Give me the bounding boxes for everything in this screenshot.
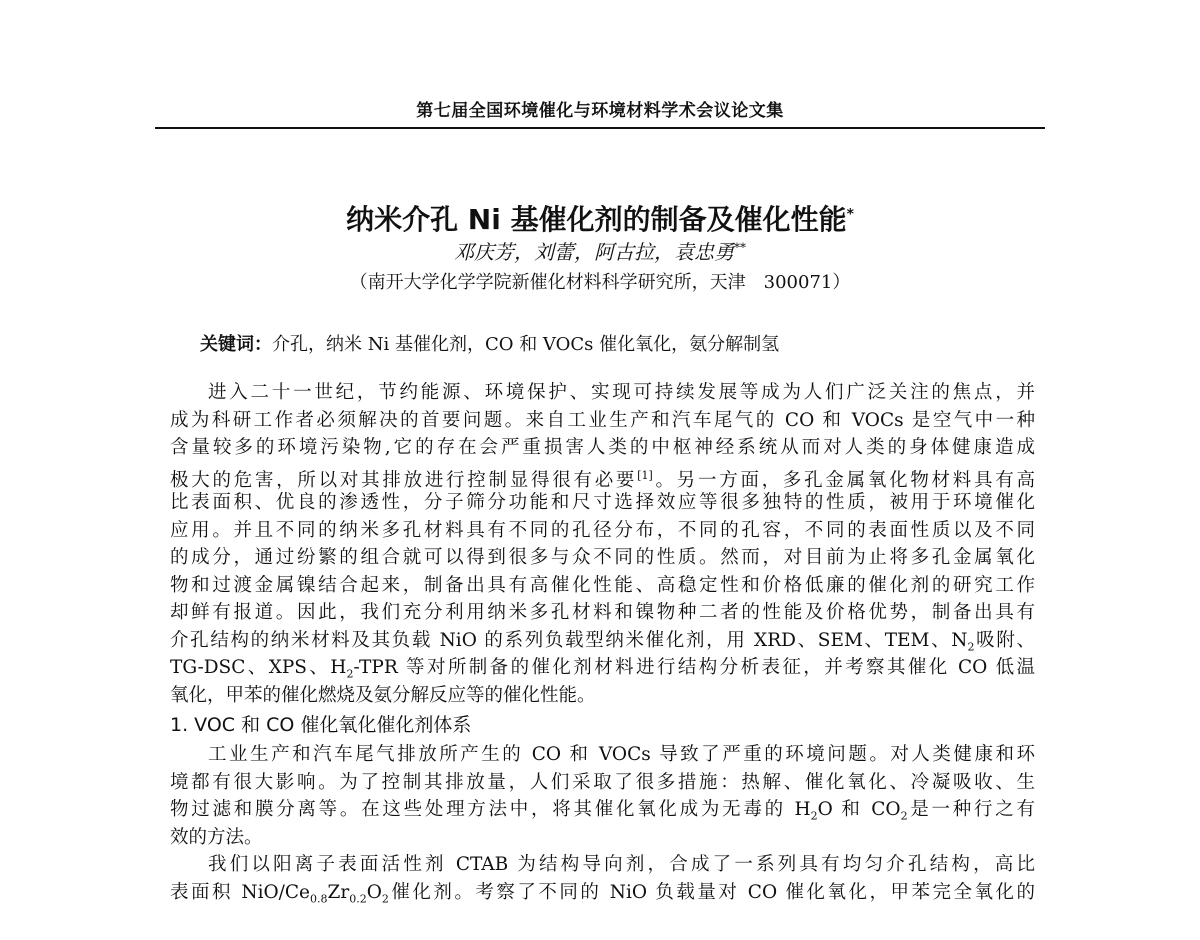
subscript: 2 — [346, 667, 354, 681]
text-span: 极大的危害，所以对其排放进行控制显得很有必要 — [170, 469, 638, 489]
header-rule — [155, 127, 1045, 129]
title-text: 纳米介孔 Ni 基催化剂的制备及催化性能 — [346, 203, 847, 236]
text-line: 境都有很大影响。为了控制其排放量，人们采取了很多措施：热解、催化氧化、冷凝吸收、生 — [170, 771, 1035, 793]
text-span: O — [366, 881, 382, 903]
keywords — [200, 330, 779, 356]
text-line: 工业生产和汽车尾气排放所产生的 CO 和 VOCs 导致了严重的环境问题。对人类健康和环 — [208, 744, 1035, 765]
authors — [0, 236, 1200, 265]
subscript: 2 — [900, 809, 908, 823]
intro-paragraph — [170, 379, 1035, 906]
text-line: 却鲜有报道。因此，我们充分利用纳米多孔材料和镍物种二者的性能及价格优势，制备出具有 — [170, 602, 1035, 623]
text-line — [170, 796, 1035, 824]
text-span: 催化剂。考察了不同的 NiO 负载量对 CO 催化氧化，甲苯完全氧化的 — [388, 881, 1035, 903]
text-line: 氧化，甲苯的催化燃烧及氨分解反应等的催化性能。 — [170, 684, 596, 706]
text-line: 应用。并且不同的纳米多孔材料具有不同的孔径分布，不同的孔容，不同的表面性质以及不同 — [170, 519, 1035, 541]
text-line: 进入二十一世纪，节约能源、环境保护、实现可持续发展等成为人们广泛关注的焦点，并 — [208, 382, 1035, 403]
text-span: 介孔结构的纳米材料及其负载 NiO 的系列负载型纳米催化剂，用 XRD、SEM、TEM、N — [170, 629, 968, 651]
text-span: O 和 CO — [817, 799, 901, 820]
paper-title — [0, 198, 1200, 238]
text-span: 物过滤和膜分离等。在这些处理方法中，将其催化氧化成为无毒的 H — [170, 799, 811, 820]
subscript: 0.2 — [349, 892, 367, 906]
keywords-label: 关键词： — [200, 334, 272, 355]
text-span: 。另一方面，多孔金属氧化物材料具有高 — [652, 469, 1035, 489]
keywords-text: 介孔，纳米 Ni 基催化剂，CO 和 VOCs 催化氧化，氨分解制氢 — [272, 334, 780, 355]
text-line: 的成分，通过纷繁的组合就可以得到很多与众不同的性质。然而，对目前为止将多孔金属氧化 — [170, 547, 1035, 568]
affiliation: （南开大学化学学院新催化材料科学研究所，天津 300071） — [349, 272, 851, 293]
text-line: 物和过渡金属镍结合起来，制备出具有高催化性能、高稳定性和价格低廉的催化剂的研究工作 — [170, 574, 1035, 596]
title-footnote-mark: * — [846, 206, 854, 223]
author-footnote-mark: ** — [734, 240, 746, 255]
text-span: 表面积 NiO/Ce — [170, 881, 310, 903]
text-line — [170, 879, 1035, 907]
citation[interactable]: [1] — [637, 468, 653, 482]
text-line: 我们以阳离子表面活性剂 CTAB 为结构导向剂，合成了一系列具有均匀介孔结构，高比 — [208, 854, 1035, 875]
running-header: 第七届全国环境催化与环境材料学术会议论文集 — [416, 101, 784, 121]
text-span: 是一种行之有 — [907, 799, 1035, 820]
text-span: -TPR 等对所制备的催化剂材料进行结构分析表征，并考察其催化 CO 低温 — [353, 657, 1035, 678]
text-line: 含量较多的环境污染物,它的存在会严重损害人类的中枢神经系统从而对人类的身体健康造成 — [170, 437, 1035, 458]
subscript: 2 — [967, 640, 975, 654]
subscript: 2 — [810, 809, 818, 823]
text-span: Zr — [327, 881, 350, 903]
text-line: 比表面积、优良的渗透性，分子筛分功能和尺寸选择效应等很多独特的性质，被用于环境催化 — [170, 492, 1035, 513]
text-line — [170, 627, 1035, 655]
author-names: 邓庆芳，刘蕾，阿古拉，袁忠勇 — [454, 240, 734, 264]
text-line: 成为科研工作者必须解决的首要问题。来自工业生产和汽车尾气的 CO 和 VOCs 是空气中一种 — [170, 409, 1035, 431]
text-span: TG-DSC、XPS、H — [170, 657, 347, 678]
text-line: 效的方法。 — [170, 826, 263, 848]
subscript: 0.8 — [310, 892, 328, 906]
subscript: 2 — [381, 892, 389, 906]
text-line — [170, 654, 1035, 682]
section-heading: 1. VOC 和 CO 催化氧化催化剂体系 — [170, 714, 472, 736]
text-line — [170, 462, 1035, 490]
text-span: 吸附、 — [974, 629, 1035, 651]
